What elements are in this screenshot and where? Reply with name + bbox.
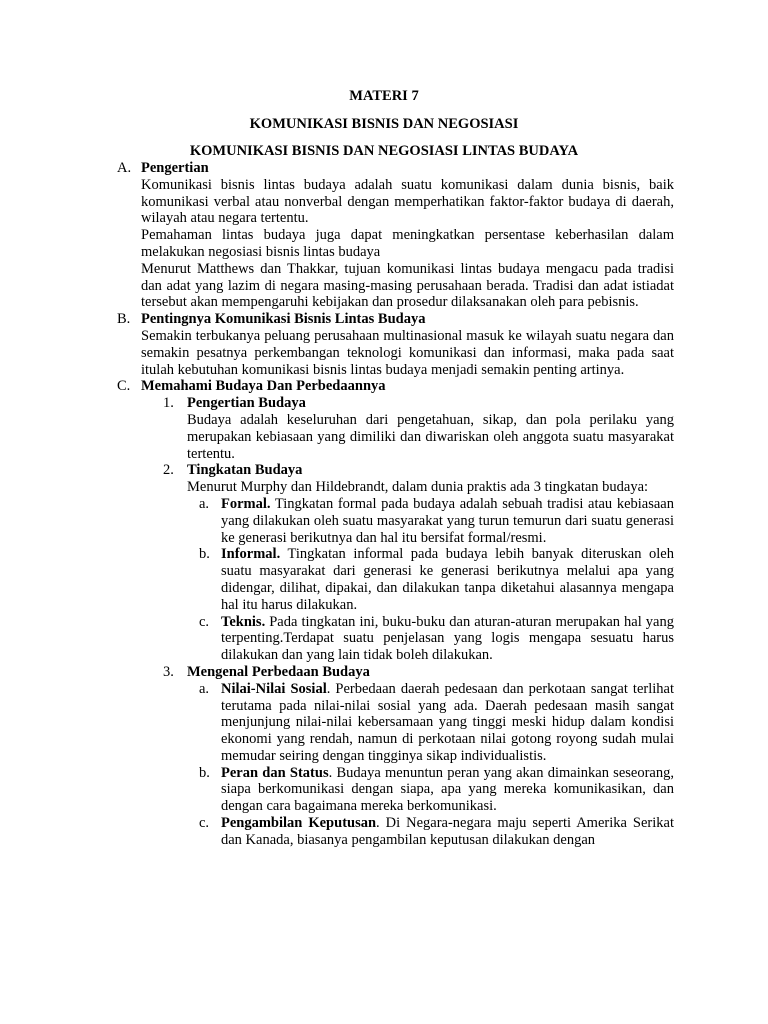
sub-marker: c. xyxy=(199,815,210,832)
sub-text: Pada tingkatan ini, buku-buku dan aturan-aturan merupakan hal yang terpenting.Terdapat suatu penjelasan yang logis mengapa sesuatu harus dilakukan dan yang lain tidak boleh dilakukan. xyxy=(221,613,674,664)
section-b-marker: B. xyxy=(117,311,131,328)
document-heading: KOMUNIKASI BISNIS DAN NEGOSIASI LINTAS BUDAYA xyxy=(189,143,579,159)
section-c xyxy=(0,378,768,848)
sub-text: Tingkatan formal pada budaya adalah sebuah tradisi atau kebiasaan yang dilakukan oleh suatu masyarakat yang turun temurun dari suatu generasi ke generasi berikutnya dan hal itu bersifat formal/resmi. xyxy=(221,495,674,546)
item-1-paragraph: Budaya adalah keseluruhan dari pengetahuan, sikap, dan pola perilaku yang merupakan kebiasaan yang dimiliki dan diwariskan oleh anggota suatu masyarakat tertentu. xyxy=(187,411,674,462)
item-3-sub-b xyxy=(0,765,768,815)
section-a-paragraph-3: Menurut Matthews dan Thakkar, tujuan komunikasi lintas budaya mengacu pada tradisi dan adat yang lazim di negara masing-masing perusahaan berada. Tradisi dan adat istiadat tersebut akan mempengaruhi kebijakan dan prosedur dilaksanakan oleh para pebisnis. xyxy=(141,260,674,311)
sub-text: . Di Negara-negara maju seperti Amerika Serikat dan Kanada, biasanya pengambilan keputusan dilakukan dengan xyxy=(221,815,674,848)
sub-body xyxy=(221,815,674,849)
sub-marker: a. xyxy=(199,680,210,697)
sub-text: Tingkatan informal pada budaya lebih banyak diteruskan oleh suatu masyarakat dari generasi ke generasi berikutnya melalui apa yang didengar, dilihat, dipakai, dan dilakukan tanpa diketahui alasannya mengapa hal itu harus dilakukan. xyxy=(221,546,674,613)
sub-term: Informal. xyxy=(221,546,281,563)
sub-term: Formal. xyxy=(221,495,271,512)
item-2-sub-c xyxy=(0,614,768,664)
sub-body xyxy=(221,681,674,765)
sub-marker: b. xyxy=(199,764,210,781)
sub-body xyxy=(221,614,674,664)
item-3-sub-c xyxy=(0,815,768,849)
section-b xyxy=(0,311,768,378)
item-2-title: Tingkatan Budaya xyxy=(187,462,303,479)
section-a-title: Pengertian xyxy=(141,160,209,176)
document-subtitle: KOMUNIKASI BISNIS DAN NEGOSIASI xyxy=(249,116,519,132)
sub-body xyxy=(221,765,674,815)
item-3-marker: 3. xyxy=(163,663,174,680)
item-2-sub-a xyxy=(0,496,768,546)
section-a-marker: A. xyxy=(117,160,132,176)
section-b-paragraph-1: Semakin terbukanya peluang perusahaan multinasional masuk ke wilayah suatu negara dan semakin pesatnya perkembangan teknologi komunikasi dan informasi, maka pada saat itulah kebutuhan komunikasi bisnis lintas budaya menjadi semakin penting artinya. xyxy=(141,327,674,378)
section-c-marker: C. xyxy=(117,378,131,395)
section-c-title: Memahami Budaya Dan Perbedaannya xyxy=(141,378,386,395)
sub-marker: b. xyxy=(199,546,210,563)
sub-text: . Budaya menuntun peran yang akan dimainkan seseorang, siapa berkomunikasi dengan siapa, apa yang mereka komunikasikan, dan dengan cara bagaimana mereka berkomunikasi. xyxy=(221,764,674,815)
section-c-item-3 xyxy=(0,664,768,849)
section-a-paragraph-1: Komunikasi bisnis lintas budaya adalah suatu komunikasi dalam dunia bisnis, baik komunikasi verbal atau nonverbal dengan memperhatikan faktor-faktor budaya di daerah, wilayah atau negara tertentu. xyxy=(141,176,674,227)
section-c-item-1 xyxy=(0,395,768,462)
section-a xyxy=(0,160,768,311)
item-2-sub-b xyxy=(0,546,768,613)
section-b-title: Pentingnya Komunikasi Bisnis Lintas Budaya xyxy=(141,311,426,328)
section-a-paragraph-2: Pemahaman lintas budaya juga dapat meningkatkan persentase keberhasilan dalam melakukan negosiasi bisnis lintas budaya xyxy=(141,227,674,260)
sub-term: Teknis. xyxy=(221,613,266,630)
item-3-title: Mengenal Perbedaan Budaya xyxy=(187,663,370,680)
sub-term: Pengambilan Keputusan xyxy=(221,815,377,832)
document-body xyxy=(0,160,768,849)
item-2-marker: 2. xyxy=(163,462,174,479)
sub-body xyxy=(221,546,674,613)
sub-text: . Perbedaan daerah pedesaan dan perkotaan sangat terlihat terutama pada nilai-nilai sosial yang ada. Daerah pedesaan masih sangat menjunjung nilai-nilai kebersamaan yang tinggi meski hidup dalam kondisi ekonomi yang rendah, namun di perkotaan nilai gotong royong sudah mulai memudar seiring dengan tingginya sikap individualistis. xyxy=(221,680,674,764)
sub-marker: a. xyxy=(199,495,210,512)
item-1-marker: 1. xyxy=(163,395,174,412)
sub-body xyxy=(221,496,674,546)
item-1-title: Pengertian Budaya xyxy=(187,395,306,412)
document-title: MATERI 7 xyxy=(349,88,419,104)
sub-term: Nilai-Nilai Sosial xyxy=(221,680,327,697)
sub-term: Peran dan Status xyxy=(221,764,329,781)
sub-marker: c. xyxy=(199,613,210,630)
item-3-sub-a xyxy=(0,681,768,765)
section-c-item-2 xyxy=(0,462,768,664)
item-2-paragraph: Menurut Murphy dan Hildebrandt, dalam dunia praktis ada 3 tingkatan budaya: xyxy=(187,479,649,496)
